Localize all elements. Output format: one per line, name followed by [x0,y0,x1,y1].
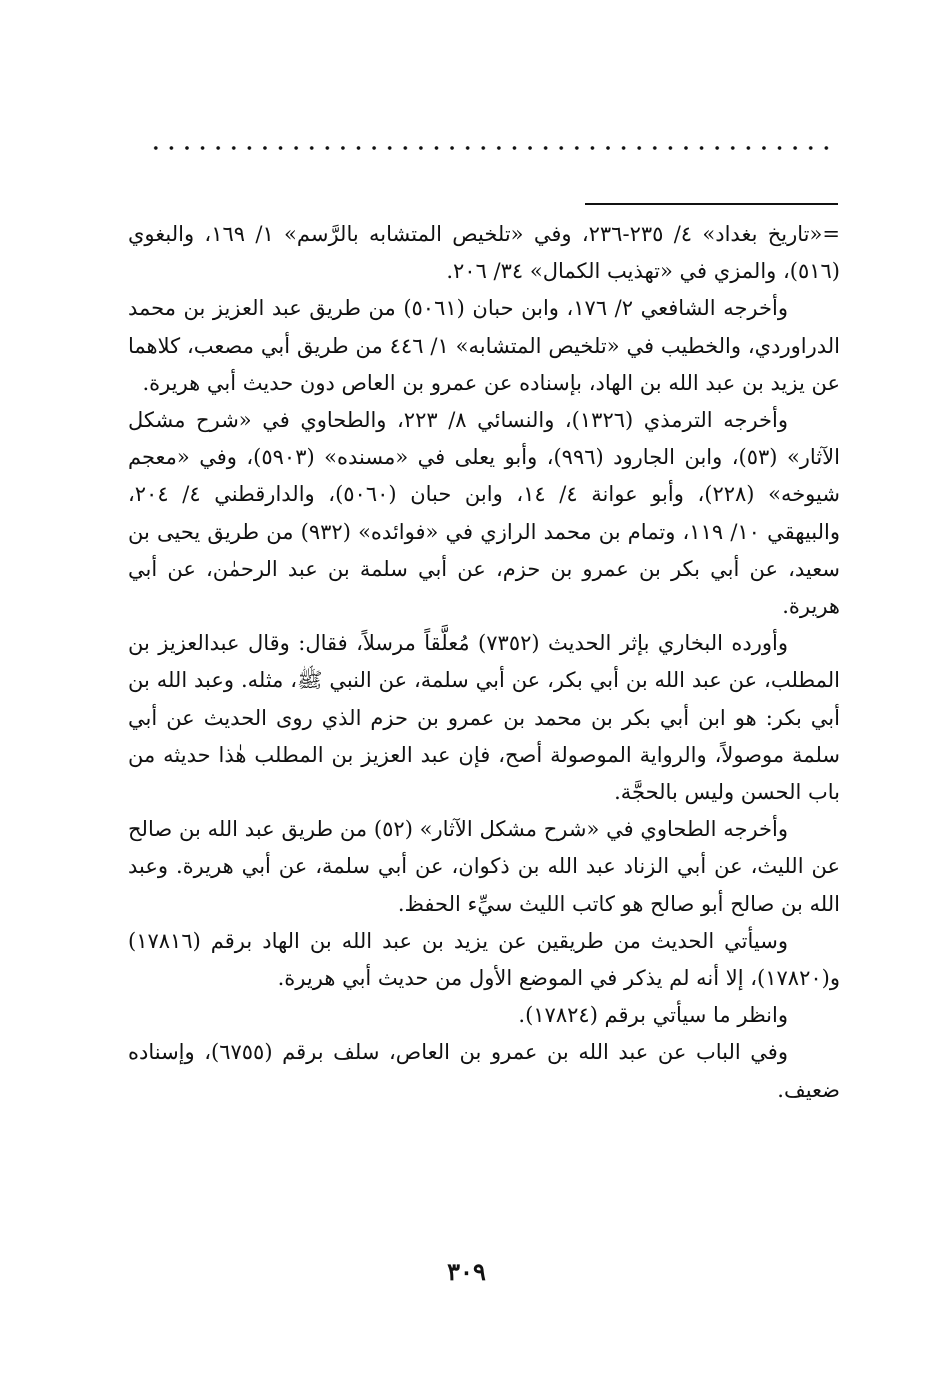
footnote-paragraph-tirmidhi: وأخرجه الترمذي (١٣٢٦)، والنسائي ٨/ ٢٢٣، والطحاوي في «شرح مشكل الآثار» (٥٣)، وابن الجارود (٩٩٦)، وأبو يعلى في «مسنده» (٥٩٠٣)، وفي «معجم شيوخه» (٢٢٨)، وأبو عوانة ٤/ ١٤، وابن حبان (٥٠٦٠)، والدارقطني ٤/ ٢٠٤، والبيهقي ١٠/ ١١٩، وتمام بن محمد الرازي في «فوائده» (٩٣٢) من طريق يحيى بن سعيد، عن أبي بكر بن عمرو بن حزم، عن أبي سلمة بن عبد الرحمٰن، عن أبي هريرة. [128,408,840,619]
footnote-paragraph-bukhari: وأورده البخاري بإثر الحديث (٧٣٥٢) مُعلَّقاً مرسلاً، فقال: وقال عبدالعزيز بن المطلب، عن عبد الله بن أبي بكر، عن أبي سلمة، عن النبي ﷺ، مثله. وعبد الله بن أبي بكر: هو ابن أبي بكر بن محمد بن عمرو بن حزم الذي روى الحديث عن أبي سلمة موصولاً، والرواية الموصولة أصح، فإن عبد العزيز بن المطلب هٰذا حديثه من باب الحسن وليس بالحجَّة. [128,631,840,805]
footnote-paragraph-continuation: =«تاريخ بغداد» ٤/ ٢٣٥-٢٣٦، وفي «تلخيص المتشابه بالرَّسم» ١/ ١٦٩، والبغوي (٥١٦)، والمزي في «تهذيب الكمال» ٣٤/ ٢٠٦. [128,222,840,284]
footnote-text [128,216,840,1109]
footnote-paragraph-shafii: وأخرجه الشافعي ٢/ ١٧٦، وابن حبان (٥٠٦١) من طريق عبد العزيز بن محمد الدراوردي، والخطيب في «تلخيص المتشابه» ١/ ٤٤٦ من طريق أبي مصعب، كلاهما عن يزيد بن عبد الله بن الهاد، بإسناده عن عمرو بن العاص دون حديث أبي هريرة. [128,296,840,395]
footnote-paragraph-later-hadith: وسيأتي الحديث من طريقين عن يزيد بن عبد الله بن الهاد برقم (١٧٨١٦) و(١٧٨٢٠)، إلا أنه لم يذكر في الموضع الأول من حديث أبي هريرة. [128,928,840,991]
footnote-paragraph-see-also: وانظر ما سيأتي برقم (١٧٨٢٤). [518,1003,788,1028]
footnote-paragraph-tahawi: وأخرجه الطحاوي في «شرح مشكل الآثار» (٥٢) من طريق عبد الله بن صالح عن الليث، عن أبي الزناد عبد الله بن ذكوان، عن أبي سلمة، عن أبي هريرة. وعبد الله بن صالح أبو صالح هو كاتب الليث سيِّء الحفظ. [128,817,840,916]
footnote-paragraph-chapter: وفي الباب عن عبد الله بن عمرو بن العاص، سلف برقم (٦٧٥٥)، وإسناده ضعيف. [128,1040,840,1102]
page-number: ٣٠٩ [447,1257,486,1286]
dotted-separator [148,144,838,152]
footnote-rule [585,203,838,205]
